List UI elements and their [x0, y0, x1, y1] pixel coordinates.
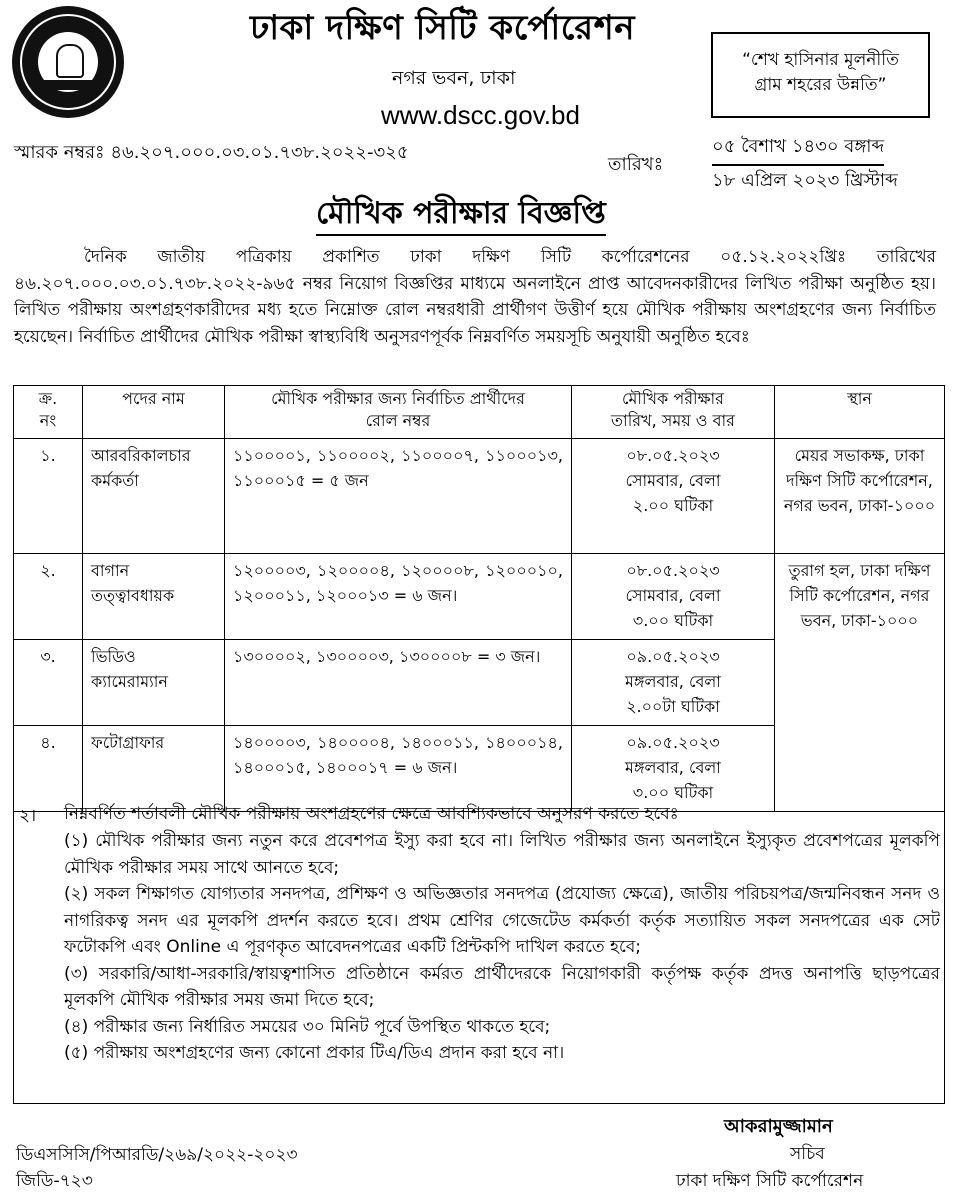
row-time: ৩.০০ ঘটিকা	[632, 611, 714, 630]
terms-list	[64, 828, 940, 1067]
terms-heading: নিম্নবর্ণিত শর্তাবলী মৌখিক পরীক্ষায় অংশগ্রহণের ক্ষেত্রে আবশ্যিকভাবে অনুসরণ করতে হবেঃ	[64, 804, 679, 824]
signatory-name: আকরামুজ্জামান	[724, 1116, 833, 1137]
website-link[interactable]: www.dscc.gov.bd	[381, 100, 580, 130]
memo-number: স্মারক নম্বরঃ ৪৬.২০৭.০০০.০৩.০১.৭৩৮.২০২২-৩২৫	[14, 142, 409, 163]
row-day: সোমবার, বেলা	[625, 586, 721, 605]
terms-item: (১) মৌখিক পরীক্ষার জন্য নতুন করে প্রবেশপত্র ইস্যু করা হবে না। লিখিত পরীক্ষার জন্য অনলাইনে ইস্যুকৃত প্রবেশপত্রের মূলকপি মৌখিক পরীক্ষার সময় সাথে আনতে হবে;	[64, 831, 940, 878]
row-time: ৩.০০ ঘটিকা	[632, 783, 714, 802]
row-time: ২.০০ ঘটিকা	[632, 496, 714, 515]
org-title: ঢাকা দক্ষিণ সিটি কর্পোরেশন	[250, 8, 636, 48]
row-post: ফটোগ্রাফার	[83, 726, 225, 812]
header-serial-line1: ক্র.	[38, 389, 58, 408]
row-date: ০৮.০৫.২০২৩	[626, 561, 720, 580]
terms-item: (২) সকল শিক্ষাগত যোগ্যতার সনদপত্র, প্রশিক্ষণ ও অভিজ্ঞতার সনদপত্র (প্রযোজ্য ক্ষেত্রে), জাতীয় পরিচয়পত্র/জন্মনিবন্ধন সনদ ও নাগরিকত্ব সনদ এর মূলকপি প্রদর্শন করতে হবে। প্রথম শ্রেণির গেজেটেড কর্মকর্তা কর্তৃক সত্যায়িত সকল সনদপত্রের এক সেট ফটোকপি এবং Online এ পূরণকৃত আবেদনপত্রের একটি প্রিন্টকপি দাখিল করতে হবে;	[64, 884, 940, 957]
row-roll-numbers: ১৪০০০০৩, ১৪০০০০৪, ১৪০০০১১, ১৪০০০১৪, ১৪০০০১৫, ১৪০০০১৭ = ৬ জন।	[225, 726, 572, 812]
header-serial	[14, 386, 83, 439]
row-day: মঙ্গলবার, বেলা	[625, 758, 721, 777]
date-label: তারিখঃ	[608, 154, 664, 175]
row-serial: ৪.	[14, 726, 83, 812]
row-schedule	[572, 554, 775, 640]
terms-item: (৫) পরীক্ষায় অংশগ্রহণের জন্য কোনো প্রকার টিএ/ডিএ প্রদান করা হবে না।	[64, 1043, 565, 1063]
row-roll-numbers: ১২০০০০৩, ১২০০০০৪, ১২০০০০৮, ১২০০০১০, ১২০০০১১, ১২০০০১৩ = ৬ জন।	[225, 554, 572, 640]
terms-number: ২।	[19, 806, 37, 826]
date-bangla: ০৫ বৈশাখ ১৪৩০ বঙ্গাব্দ	[712, 132, 884, 166]
row-date: ০৯.০৫.২০২৩	[626, 647, 720, 666]
row-day: মঙ্গলবার, বেলা	[625, 672, 721, 691]
header-date-line2: তারিখ, সময় ও বার	[611, 411, 735, 430]
row-schedule	[572, 640, 775, 726]
row-serial: ১.	[14, 439, 83, 554]
row-post: ভিডিও ক্যামেরাম্যান	[83, 640, 225, 726]
row-roll-numbers: ১১০০০০১, ১১০০০০২, ১১০০০০৭, ১১০০০১৩, ১১০০০১৫ = ৫ জন	[225, 439, 572, 554]
signatory-title: সচিব	[790, 1144, 825, 1164]
row-post: আরবরিকালচার কর্মকর্তা	[83, 439, 225, 554]
notice-title: মৌখিক পরীক্ষার বিজ্ঞপ্তি	[316, 194, 606, 236]
terms-item: (৩) সরকারি/আধা-সরকারি/স্বায়ত্বশাসিত প্রতিষ্ঠানে কর্মরত প্রার্থীদেরকে নিয়োগকারী কর্তৃপক্ষ কর্তৃক প্রদত্ত অনাপত্তি ছাড়পত্রের মূলকপি মৌখিক পরীক্ষার সময় জমা দিতে হবে;	[64, 963, 940, 1010]
terms-item: (৪) পরীক্ষার জন্য নির্ধারিত সময়ের ৩০ মিনিট পূর্বে উপস্থিত থাকতে হবে;	[64, 1016, 551, 1037]
footer-reference: ডিএসসিসি/পিআরডি/২৬৯/২০২২-২০২৩	[16, 1145, 298, 1165]
header-serial-line2: নং	[39, 411, 57, 430]
logo-band	[42, 80, 94, 90]
row-time: ২.০০টা ঘটিকা	[626, 697, 720, 716]
row-venue: মেয়র সভাকক্ষ, ঢাকা দক্ষিণ সিটি কর্পোরেশন, নগর ভবন, ঢাকা-১০০০	[775, 439, 945, 554]
exam-schedule-table	[13, 385, 945, 812]
row-serial: ৩.	[14, 640, 83, 726]
row-serial: ২.	[14, 554, 83, 640]
header-date	[572, 386, 775, 439]
slogan-line-2: গ্রাম শহরের উন্নতি”	[754, 75, 887, 95]
dscc-logo	[12, 6, 124, 118]
date-english: ১৮ এপ্রিল ২০২৩ খ্রিস্টাব্দ	[712, 170, 898, 191]
header-roll-line1: মৌখিক পরীক্ষার জন্য নির্বাচিত প্রার্থীদের	[271, 389, 525, 408]
header-roll-line2: রোল নম্বর	[365, 411, 431, 430]
header-venue: স্থান	[775, 386, 945, 439]
row-day: সোমবার, বেলা	[625, 471, 721, 490]
logo-emblem-icon	[56, 44, 84, 78]
row-date: ০৮.০৫.২০২৩	[626, 446, 720, 465]
org-address: নগর ভবন, ঢাকা	[392, 67, 516, 89]
footer-gd-number: জিডি-৭২৩	[16, 1171, 93, 1191]
table-row	[14, 439, 945, 554]
signatory-org: ঢাকা দক্ষিণ সিটি কর্পোরেশন	[676, 1171, 864, 1191]
row-schedule	[572, 439, 775, 554]
slogan-box	[711, 32, 930, 118]
notice-intro: দৈনিক জাতীয় পত্রিকায় প্রকাশিত ঢাকা দক্ষিণ সিটি কর্পোরেশনের ০৫.১২.২০২২খ্রিঃ তারিখের ৪৬.২০৭.০০০.০৩.০১.৭৩৮.২০২২-৯৬৫ নম্বর নিয়োগ বিজ্ঞপ্তির মাধ্যমে অনলাইনে প্রাপ্ত আবেদনকারীদের লিখিত পরীক্ষা অনুষ্ঠিত হয়। লিখিত পরীক্ষায় অংশগ্রহণকারীদের মধ্য হতে নিম্নোক্ত রোল নম্বরধারী প্রার্থীগণ উত্তীর্ণ হয়ে মৌখিক পরীক্ষায় অংশগ্রহণের জন্য নির্বাচিত হয়েছেন। নির্বাচিত প্রার্থীদের মৌখিক পরীক্ষা স্বাস্থ্যবিধি অনুসরণপূর্বক নিম্নবর্ণিত সময়সূচি অনুযায়ী অনুষ্ঠিত হবেঃ	[14, 247, 936, 347]
header-post: পদের নাম	[83, 386, 225, 439]
table-header-row	[14, 386, 945, 439]
row-date: ০৯.০৫.২০২৩	[626, 733, 720, 752]
table-row	[14, 554, 945, 640]
row-post: বাগান তত্ত্বাবধায়ক	[83, 554, 225, 640]
slogan-line-1: “শেখ হাসিনার মূলনীতি	[742, 50, 899, 70]
terms-section	[13, 797, 945, 1104]
header-date-line1: মৌখিক পরীক্ষার	[622, 389, 724, 408]
row-venue: তুরাগ হল, ঢাকা দক্ষিণ সিটি কর্পোরেশন, নগর ভবন, ঢাকা-১০০০	[775, 554, 945, 812]
header-roll	[225, 386, 572, 439]
row-roll-numbers: ১৩০০০০২, ১৩০০০০৩, ১৩০০০০৮ = ৩ জন।	[225, 640, 572, 726]
